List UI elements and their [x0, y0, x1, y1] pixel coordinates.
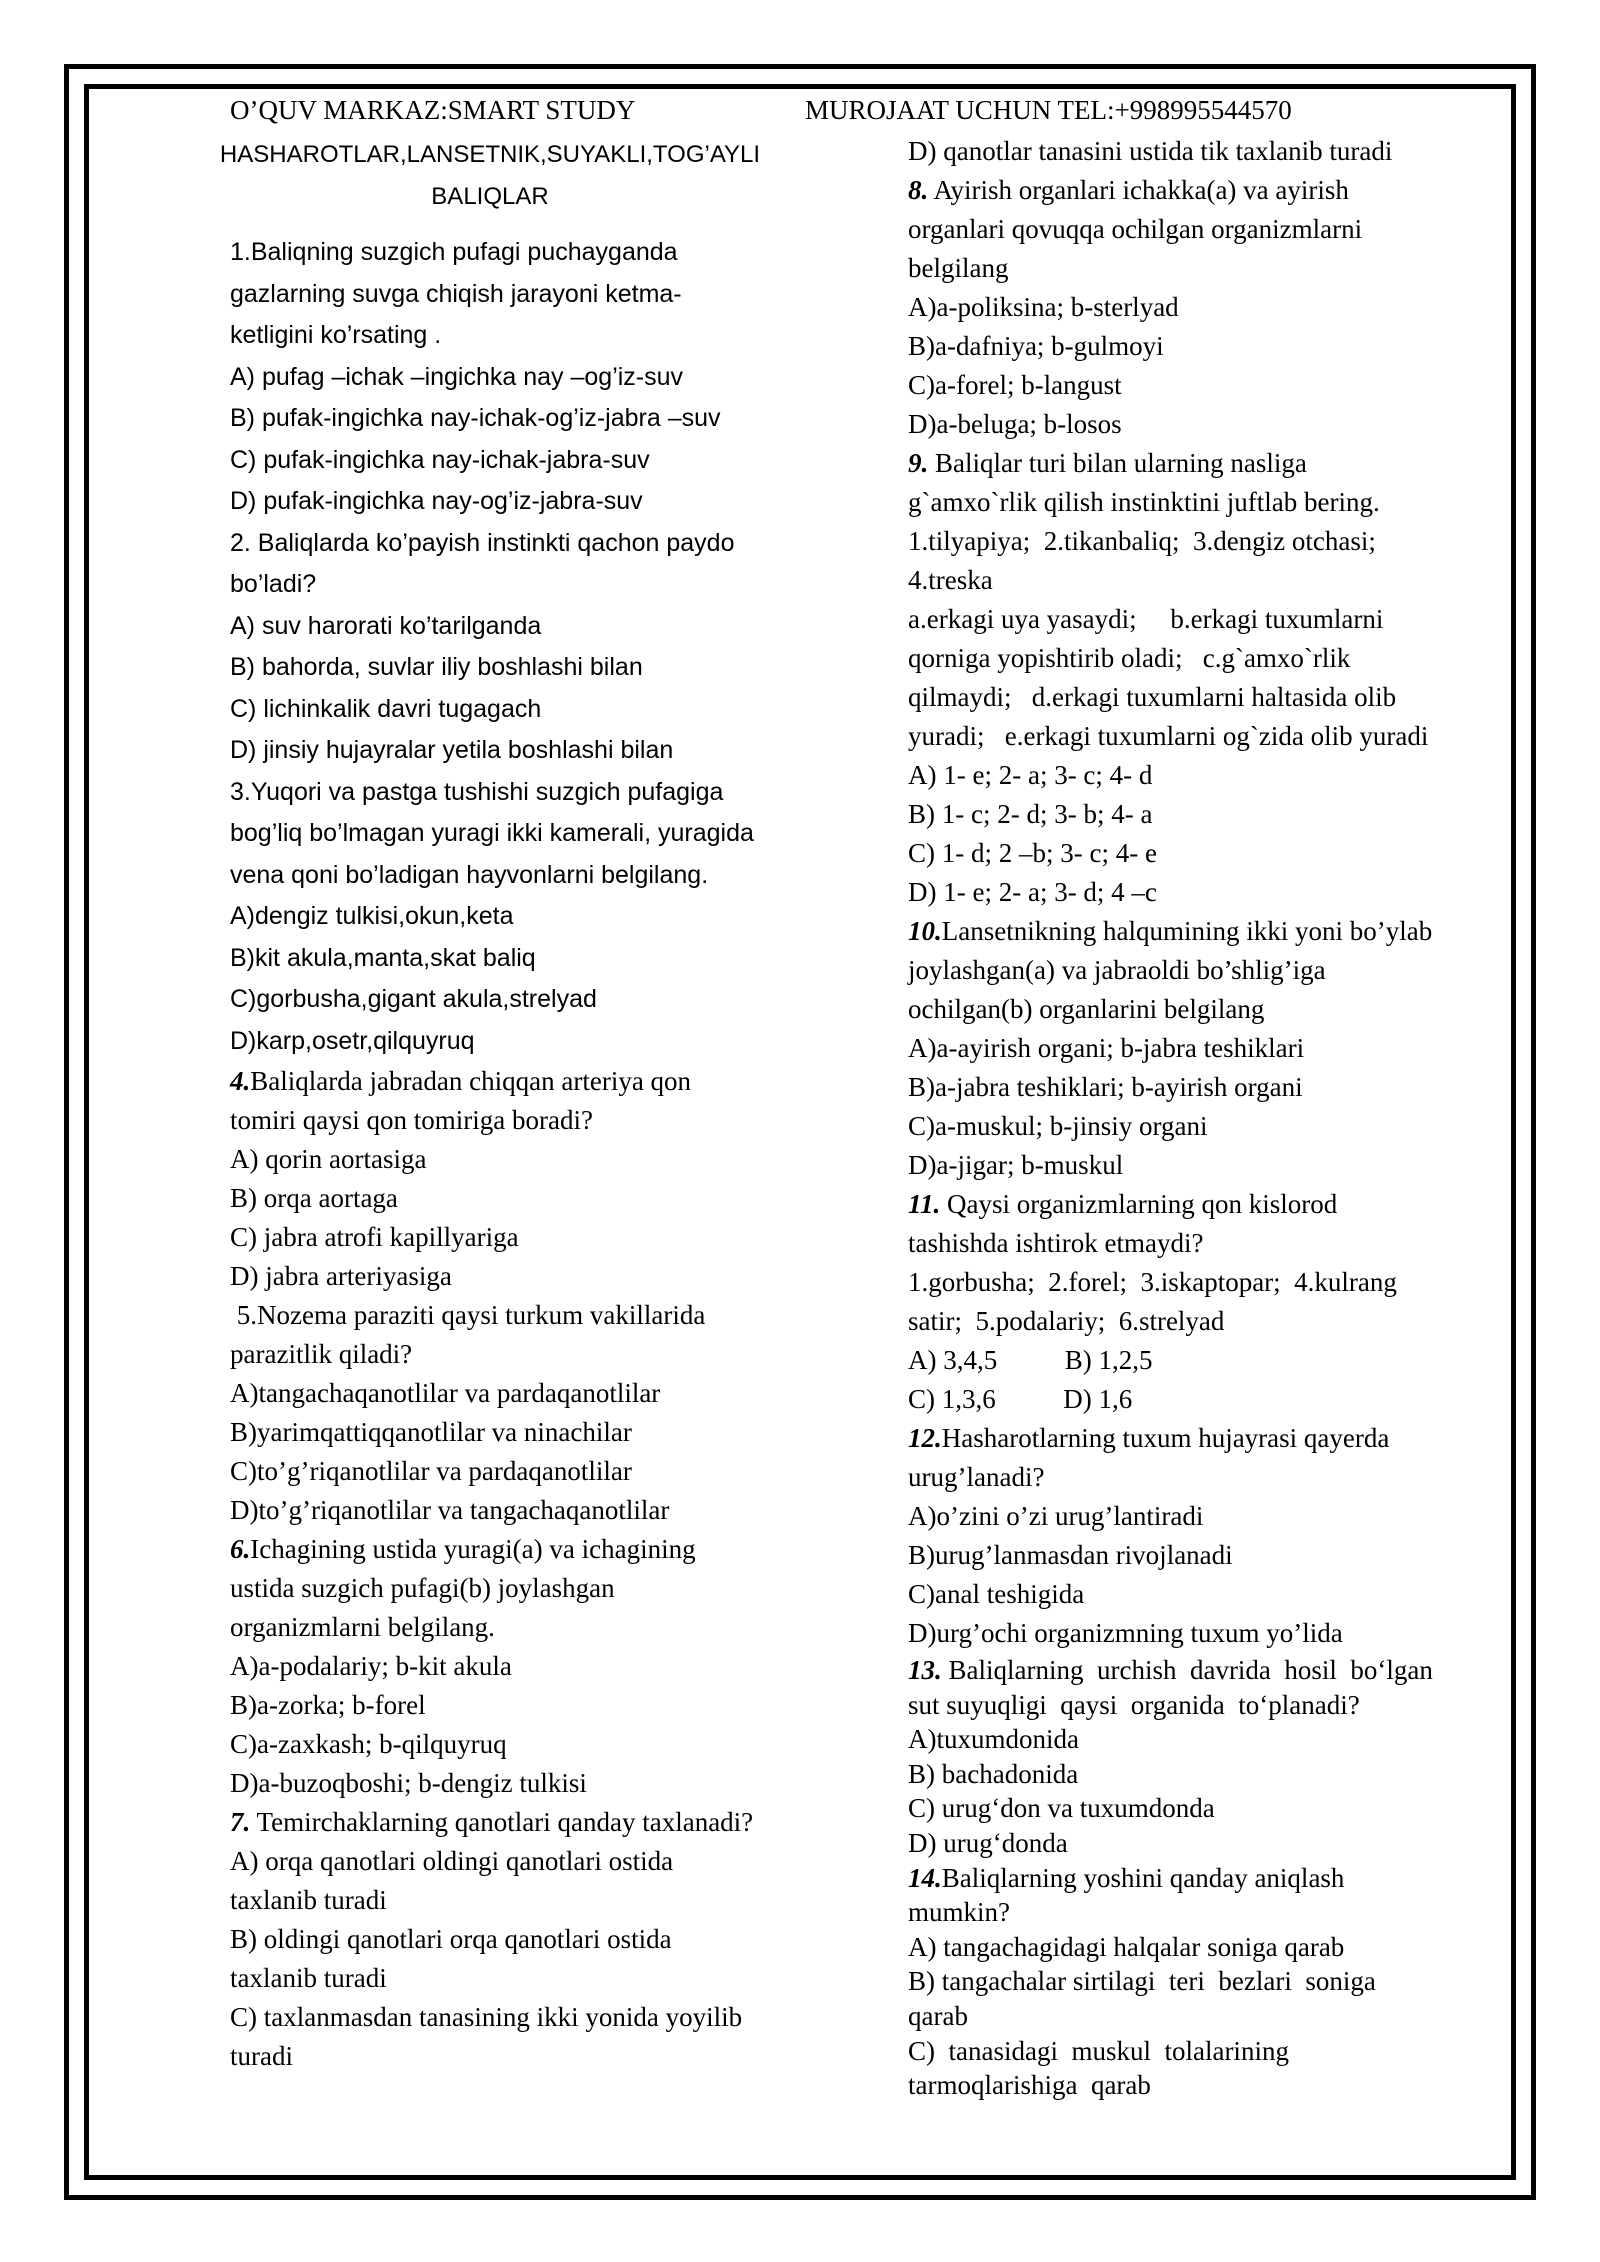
text-line: g`amxo`rlik qilish instinktini juftlab bering.	[908, 487, 1380, 517]
option-line: A)a-podalariy; b-kit akula	[230, 1651, 512, 1681]
text-line: 2. Baliqlarda ko’payish instinkti qachon paydo	[230, 528, 735, 557]
question-text: Ichagining ustida yuragi(a) va ichagining	[250, 1534, 696, 1564]
option-line: B)yarimqattiqqanotlilar va ninachilar	[230, 1417, 632, 1447]
text-line: 3.Yuqori va pastga tushishi suzgich pufagiga	[230, 777, 724, 806]
question-number: 7.	[230, 1807, 251, 1837]
option-line: B) 1- c; 2- d; 3- b; 4- a	[908, 799, 1153, 829]
text-line: ketligini ko’rsating .	[230, 321, 442, 349]
option-line: A)tuxumdonida	[908, 1724, 1079, 1755]
option-line: B) oldingi qanotlari orqa qanotlari ostida	[230, 1924, 672, 1954]
text-line	[908, 1185, 1488, 1224]
text-line: B)kit akula,manta,skat baliq	[230, 943, 536, 972]
text-line	[908, 1419, 1488, 1458]
option-line: C)to’g’riqanotlilar va pardaqanotlilar	[230, 1456, 632, 1486]
text-line	[230, 1062, 810, 1101]
text-line: A)dengiz tulkisi,okun,keta	[230, 902, 514, 930]
question-text: Baliqlarning yoshini qanday aniqlash	[941, 1862, 1345, 1893]
text-line	[908, 1653, 1488, 1688]
text-line: 4.treska	[908, 565, 993, 595]
text-line	[230, 1803, 810, 1842]
question-text: Hasharotlarning tuxum hujayrasi qayerda	[941, 1423, 1390, 1453]
question-number: 13.	[908, 1655, 942, 1685]
header-center-name: O’QUV MARKAZ:SMART STUDY	[230, 95, 636, 125]
text-line: organlari qovuqqa ochilgan organizmlarni	[908, 214, 1363, 244]
text-line: 1.Baliqning suzgich pufagi puchayganda	[230, 238, 678, 266]
option-line: A) orqa qanotlari oldingi qanotlari ostida	[230, 1846, 674, 1876]
option-line: D)a-buzoqboshi; b-dengiz tulkisi	[230, 1768, 587, 1798]
option-line: taxlanib turadi	[230, 1885, 387, 1915]
text-line: joylashgan(a) va jabraoldi bo’shlig’iga	[908, 955, 1326, 985]
option-line: B) tangachalar sirtilagi teri bezlari soniga	[908, 1966, 1376, 1997]
question-text: Ayirish organlari ichakka(a) va ayirish	[928, 175, 1349, 205]
option-line: D)urg’ochi organizmning tuxum yo’lida	[908, 1618, 1343, 1648]
text-line: tashishda ishtirok etmaydi?	[908, 1228, 1204, 1258]
option-line: A)tangachaqanotlilar va pardaqanotlilar	[230, 1378, 661, 1408]
text-line: 5.Nozema paraziti qaysi turkum vakillarida	[230, 1300, 706, 1330]
text-line	[908, 444, 1488, 483]
text-line: yuradi; e.erkagi tuxumlarni og`zida olib yuradi	[908, 721, 1429, 751]
document-title	[200, 134, 780, 218]
text-line: bog’liq bo’lmagan yuragi ikki kamerali, yuragida	[230, 819, 754, 847]
option-line: D) 1- e; 2- a; 3- d; 4 –c	[908, 877, 1157, 907]
text-line: a.erkagi uya yasaydi; b.erkagi tuxumlarni	[908, 604, 1384, 634]
question-number: 14.	[908, 1862, 942, 1893]
question-number: 10.	[908, 916, 942, 946]
option-line: B) bachadonida	[908, 1758, 1079, 1789]
text-line: urug’lanadi?	[908, 1462, 1045, 1492]
option-line: tarmoqlarishiga qarab	[908, 2070, 1151, 2101]
option-line: C)a-forel; b-langust	[908, 370, 1122, 400]
option-line: A) 1- e; 2- a; 3- c; 4- d	[908, 760, 1153, 790]
option-line: D)to’g’riqanotlilar va tangachaqanotlilar	[230, 1495, 670, 1525]
text-line: C) pufak-ingichka nay-ichak-jabra-suv	[230, 445, 650, 474]
option-line: qarab	[908, 2000, 968, 2031]
question-text: Baliqlar turi bilan ularning nasliga	[928, 448, 1307, 478]
question-text: Qaysi organizmlarning qon kislorod	[940, 1189, 1338, 1219]
option-line: A)a-ayirish organi; b-jabra teshiklari	[908, 1033, 1305, 1063]
option-line: D)a-jigar; b-muskul	[908, 1150, 1124, 1180]
question-number: 4.	[230, 1066, 251, 1096]
text-line: tomiri qaysi qon tomiriga boradi?	[230, 1105, 593, 1135]
question-text: Temirchaklarning qanotlari qanday taxlanadi?	[250, 1807, 754, 1837]
right-column	[908, 132, 1488, 2103]
option-line: D)a-beluga; b-losos	[908, 409, 1122, 439]
option-line: D) urug‘donda	[908, 1827, 1068, 1858]
option-line: C) 1- d; 2 –b; 3- c; 4- e	[908, 838, 1157, 868]
title-line-2: BALIQLAR	[431, 183, 549, 210]
text-line	[908, 1861, 1488, 1896]
text-line: D) jinsiy hujayralar yetila boshlashi bilan	[230, 736, 674, 764]
text-line: D) pufak-ingichka nay-og’iz-jabra-suv	[230, 487, 643, 515]
text-line: 1.tilyapiya; 2.tikanbaliq; 3.dengiz otchasi;	[908, 526, 1376, 556]
text-line: C) lichinkalik davri tugagach	[230, 694, 542, 723]
option-line: turadi	[230, 2041, 293, 2071]
question-number: 12.	[908, 1423, 942, 1453]
text-line	[230, 1530, 810, 1569]
option-line: A) tangachagidagi halqalar soniga qarab	[908, 1931, 1345, 1962]
text-line: A) suv harorati ko’tarilganda	[230, 611, 542, 640]
question-number: 8.	[908, 175, 929, 205]
option-line: C)a-zaxkash; b-qilquyruq	[230, 1729, 507, 1759]
option-line: B) orqa aortaga	[230, 1183, 398, 1213]
text-line: ustida suzgich pufagi(b) joylashgan	[230, 1573, 615, 1603]
question-number: 9.	[908, 448, 929, 478]
text-line: vena qoni bo’ladigan hayvonlarni belgilang.	[230, 860, 709, 889]
spacer	[230, 218, 810, 232]
option-line: taxlanib turadi	[230, 1963, 387, 1993]
option-line: D) qanotlar tanasini ustida tik taxlanib turadi	[908, 136, 1393, 166]
option-line: D) jabra arteriyasiga	[230, 1261, 452, 1291]
text-line	[908, 171, 1488, 210]
option-line: B)a-dafniya; b-gulmoyi	[908, 331, 1164, 361]
option-line: C) tanasidagi muskul tolalarining	[908, 2035, 1289, 2066]
option-line: A)o’zini o’zi urug’lantiradi	[908, 1501, 1204, 1531]
option-line: C)a-muskul; b-jinsiy organi	[908, 1111, 1208, 1141]
text-line: qorniga yopishtirib oladi; c.g`amxo`rlik	[908, 643, 1351, 673]
option-line: C)anal teshigida	[908, 1579, 1085, 1609]
text-line: bo’ladi?	[230, 570, 317, 598]
text-line: gazlarning suvga chiqish jarayoni ketma-	[230, 279, 682, 308]
text-line: D)karp,osetr,qilquyruq	[230, 1026, 475, 1055]
text-line: 1.gorbusha; 2.forel; 3.iskaptopar; 4.kulrang	[908, 1267, 1397, 1297]
text-line: organizmlarni belgilang.	[230, 1612, 495, 1642]
questions-4-7	[230, 1062, 810, 2076]
option-line: C) urug‘don va tuxumdonda	[908, 1793, 1215, 1824]
question-text: Lansetnikning halqumining ikki yoni bo’ylab	[941, 916, 1433, 946]
option-line: C) taxlanmasdan tanasining ikki yonida yoyilib	[230, 2002, 743, 2032]
option-line: B)urug’lanmasdan rivojlanadi	[908, 1540, 1233, 1570]
text-line: qilmaydi; d.erkagi tuxumlarni haltasida olib	[908, 682, 1397, 712]
text-line: B) pufak-ingichka nay-ichak-og’iz-jabra –suv	[230, 404, 721, 432]
option-line: A) 3,4,5 B) 1,2,5	[908, 1345, 1153, 1375]
text-line: C)gorbusha,gigant akula,strelyad	[230, 985, 597, 1013]
option-line: B)a-zorka; b-forel	[230, 1690, 426, 1720]
question-text: Baliqlarning urchish davrida hosil bo‘lgan	[941, 1655, 1433, 1685]
text-line: A) pufag –ichak –ingichka nay –og’iz-suv	[230, 362, 684, 391]
left-column	[219, 134, 810, 2076]
questions-1-3	[230, 232, 810, 1062]
text-line	[908, 912, 1488, 951]
question-text: Baliqlarda jabradan chiqqan arteriya qon	[250, 1066, 692, 1096]
option-line: A)a-poliksina; b-sterlyad	[908, 292, 1179, 322]
question-number: 11.	[908, 1189, 941, 1219]
option-line: B)a-jabra teshiklari; b-ayirish organi	[908, 1072, 1303, 1102]
text-line: sut suyuqligi qaysi organida to‘planadi?	[908, 1689, 1360, 1720]
title-line-1: HASHAROTLAR,LANSETNIK,SUYAKLI,TOG’AYLI	[219, 141, 761, 168]
option-line: C) jabra atrofi kapillyariga	[230, 1222, 519, 1252]
text-line: B) bahorda, suvlar iliy boshlashi bilan	[230, 653, 643, 681]
question-number: 6.	[230, 1534, 251, 1564]
text-line: satir; 5.podalariy; 6.strelyad	[908, 1306, 1225, 1336]
text-line: ochilgan(b) organlarini belgilang	[908, 994, 1265, 1024]
text-line: mumkin?	[908, 1897, 1010, 1928]
text-line: belgilang	[908, 253, 1009, 283]
option-line: C) 1,3,6 D) 1,6	[908, 1384, 1133, 1414]
text-line: parazitlik qiladi?	[230, 1339, 413, 1369]
header-phone: MUROJAAT UCHUN TEL:+998995544570	[805, 95, 1292, 125]
option-line: A) qorin aortasiga	[230, 1144, 427, 1174]
